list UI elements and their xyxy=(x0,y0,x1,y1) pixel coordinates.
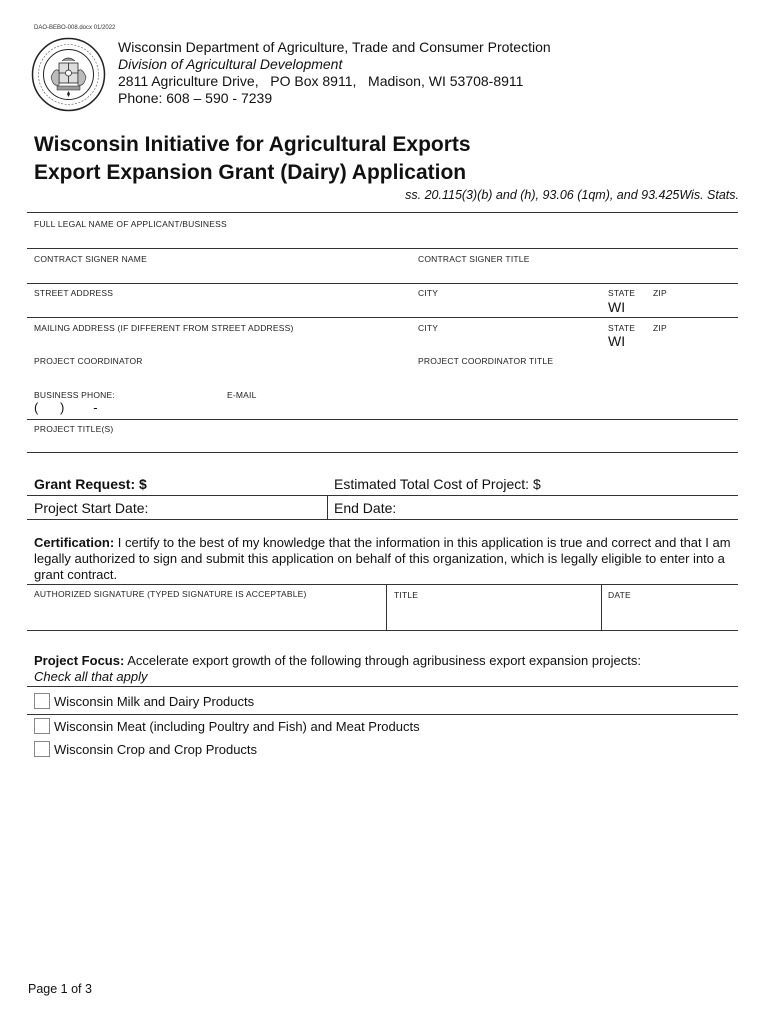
mailing-city-field[interactable] xyxy=(416,333,596,350)
mailing-zip-label: ZIP xyxy=(653,323,667,333)
state-value[interactable]: WI xyxy=(608,299,626,315)
divider xyxy=(27,519,738,520)
divider xyxy=(27,686,738,687)
signer-title-label: CONTRACT SIGNER TITLE xyxy=(418,254,530,264)
document-code: DAO-BEBO-008.docx 01/2022 xyxy=(34,25,116,31)
meat-label: Wisconsin Meat (including Poultry and Fish) and Meat Products xyxy=(54,719,420,734)
signer-name-field[interactable] xyxy=(28,264,408,281)
legal-name-label: FULL LEGAL NAME OF APPLICANT/BUSINESS xyxy=(34,219,227,229)
project-coordinator-title-field[interactable] xyxy=(416,366,736,383)
divider xyxy=(27,419,738,420)
estimated-cost-label: Estimated Total Cost of Project: $ xyxy=(334,476,541,492)
divider xyxy=(27,584,738,585)
mailing-state-label: STATE xyxy=(608,323,636,333)
divider xyxy=(601,584,602,630)
certification-text: I certify to the best of my knowledge that the information in this application is true and correct and that I am legally authorized to sign and submit this application on behalf of this organization, which is legally eligible to enter into a grant contract. xyxy=(34,535,731,582)
email-field[interactable] xyxy=(226,400,726,416)
city-field[interactable] xyxy=(416,298,596,315)
zip-label: ZIP xyxy=(653,288,667,298)
agency-block xyxy=(118,39,551,107)
page-title xyxy=(34,131,471,187)
project-coordinator-field[interactable] xyxy=(28,366,408,383)
signer-title-field[interactable] xyxy=(416,264,736,281)
statute-reference: ss. 20.115(3)(b) and (h), 93.06 (1qm), and 93.425Wis. Stats. xyxy=(405,188,739,202)
title-line-1: Wisconsin Initiative for Agricultural Exports xyxy=(34,133,471,156)
title-line-2: Export Expansion Grant (Dairy) Application xyxy=(34,161,467,184)
agency-name: Wisconsin Department of Agriculture, Trade and Consumer Protection xyxy=(118,39,551,55)
meat-checkbox[interactable] xyxy=(34,718,50,734)
page-number: Page 1 of 3 xyxy=(28,982,92,996)
divider xyxy=(27,283,738,284)
project-focus-statement xyxy=(34,653,734,669)
divider xyxy=(27,317,738,318)
street-address-label: STREET ADDRESS xyxy=(34,288,114,298)
state-label: STATE xyxy=(608,288,636,298)
project-start-date-label: Project Start Date: xyxy=(34,500,149,516)
certification-label: Certification: xyxy=(34,535,115,550)
grant-request-label: Grant Request: $ xyxy=(34,476,147,492)
project-coordinator-label: PROJECT COORDINATOR xyxy=(34,356,143,366)
date-field[interactable] xyxy=(605,600,736,628)
street-address-field[interactable] xyxy=(28,298,408,315)
mailing-zip-field[interactable] xyxy=(652,333,736,350)
certification-statement xyxy=(34,535,734,583)
city-label: CITY xyxy=(418,288,439,298)
milk-dairy-checkbox[interactable] xyxy=(34,693,50,709)
signer-title-cert-label: TITLE xyxy=(394,590,419,600)
mailing-city-label: CITY xyxy=(418,323,439,333)
business-phone-label: BUSINESS PHONE: xyxy=(34,390,115,400)
signer-title-cert-field[interactable] xyxy=(390,600,598,628)
date-label: DATE xyxy=(608,590,631,600)
milk-dairy-label: Wisconsin Milk and Dairy Products xyxy=(54,694,255,709)
divider xyxy=(27,630,738,631)
legal-name-field[interactable] xyxy=(28,229,736,246)
mailing-address-label: MAILING ADDRESS (IF DIFFERENT FROM STREET ADDRESS) xyxy=(34,323,294,333)
state-seal-logo xyxy=(31,37,106,112)
divider xyxy=(27,714,738,715)
divider xyxy=(27,452,738,453)
authorized-signature-label: AUTHORIZED SIGNATURE (TYPED SIGNATURE IS ACCEPTABLE) xyxy=(34,589,307,599)
mailing-state-value[interactable]: WI xyxy=(608,333,626,349)
divider xyxy=(27,212,738,213)
email-label: E-MAIL xyxy=(227,390,257,400)
agency-address: 2811 Agriculture Drive, PO Box 8911, Madison, WI 53708-8911 xyxy=(118,73,524,89)
divider xyxy=(27,248,738,249)
business-phone-field[interactable]: ( ) - xyxy=(34,400,98,415)
project-coordinator-title-label: PROJECT COORDINATOR TITLE xyxy=(418,356,554,366)
project-focus-label: Project Focus: xyxy=(34,653,125,668)
project-titles-label: PROJECT TITLE(S) xyxy=(34,424,114,434)
authorized-signature-field[interactable] xyxy=(28,600,384,628)
end-date-label: End Date: xyxy=(334,500,397,516)
divider xyxy=(386,584,387,630)
zip-field[interactable] xyxy=(652,298,736,315)
divider xyxy=(27,495,738,496)
project-focus-text: Accelerate export growth of the following through agribusiness export expansion projects: xyxy=(124,653,641,668)
project-titles-field[interactable] xyxy=(28,434,736,451)
crop-label: Wisconsin Crop and Crop Products xyxy=(54,742,258,757)
mailing-address-field[interactable] xyxy=(28,333,408,350)
divider xyxy=(327,495,328,519)
check-all-note: Check all that apply xyxy=(34,669,148,684)
division-name: Division of Agricultural Development xyxy=(118,56,343,72)
agency-phone: Phone: 608 – 590 - 7239 xyxy=(118,90,273,106)
crop-checkbox[interactable] xyxy=(34,741,50,757)
signer-name-label: CONTRACT SIGNER NAME xyxy=(34,254,147,264)
